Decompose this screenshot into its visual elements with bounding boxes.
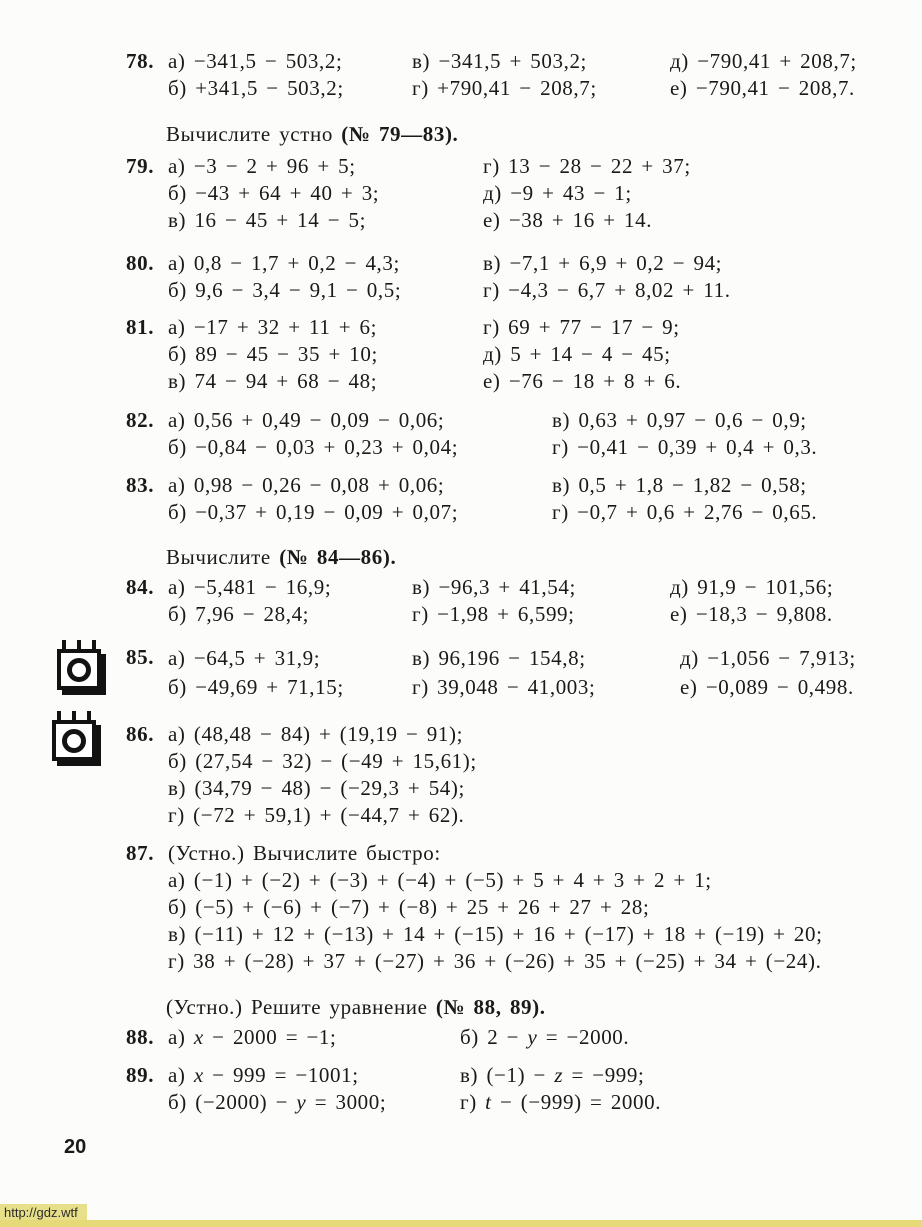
bottom-yellow-strip: [0, 1220, 922, 1227]
page-number: 20: [64, 1136, 87, 1158]
exercise-line: е) −76 − 18 + 8 + 6.: [483, 369, 682, 393]
exercise-line: а) −3 − 2 + 96 + 5;: [168, 154, 356, 178]
exercise-line: г) +790,41 − 208,7;: [412, 76, 597, 100]
column-2: [552, 472, 817, 526]
notepad-icon: [52, 720, 96, 761]
equation-line: [460, 1062, 661, 1089]
exercise-line: д) −790,41 + 208,7;: [670, 49, 857, 73]
column-2: [412, 48, 597, 102]
problem-number: 81.: [126, 315, 155, 339]
item-label: а): [168, 1063, 194, 1087]
section-heading: [166, 994, 546, 1021]
equation-variable: y: [527, 1025, 538, 1049]
notepad-icon: [57, 649, 101, 690]
column-1: [168, 1024, 336, 1051]
exercise-line: б) −43 + 64 + 40 + 3;: [168, 181, 380, 205]
problem-intro: (Устно.) Вычислите быстро:: [168, 841, 441, 865]
equation-line: [168, 1062, 386, 1089]
equation-pre: (−2000) −: [195, 1090, 297, 1114]
column-1: [168, 153, 379, 234]
column-2: [412, 644, 595, 702]
equation-variable: y: [296, 1090, 307, 1114]
exercise-line: в) 74 − 94 + 68 − 48;: [168, 369, 378, 393]
exercise-line: д) −1,056 − 7,913;: [680, 646, 856, 670]
exercise-line: г) −1,98 + 6,599;: [412, 602, 575, 626]
column-3: [670, 574, 833, 628]
exercise-line: а) −341,5 − 503,2;: [168, 49, 343, 73]
exercise-line: г) −0,7 + 0,6 + 2,76 − 0,65.: [552, 500, 818, 524]
item-label: б): [168, 1090, 196, 1114]
problem-number: 83.: [126, 473, 155, 497]
section-heading: [166, 544, 396, 571]
equation-rest: − 2000 = −1;: [203, 1025, 337, 1049]
exercise-line: б) (−5) + (−6) + (−7) + (−8) + 25 + 26 + 27 + 28;: [168, 895, 650, 919]
exercise-line: б) +341,5 − 503,2;: [168, 76, 344, 100]
heading-text: Вычислите: [166, 545, 280, 569]
problem-number: 82.: [126, 408, 155, 432]
heading-range: (№ 79—83).: [341, 122, 459, 146]
column-1: [168, 1062, 386, 1116]
exercise-line: в) −96,3 + 41,54;: [412, 575, 576, 599]
heading-text: Вычислите устно: [166, 122, 342, 146]
column-3: [680, 644, 856, 702]
problem-number: 89.: [126, 1063, 155, 1087]
column-1: [168, 472, 458, 526]
equation-pre: 2 −: [487, 1025, 528, 1049]
column-1: [168, 574, 331, 628]
problem-number: 84.: [126, 575, 155, 599]
column-2: [460, 1062, 661, 1116]
exercise-line: в) 16 − 45 + 14 − 5;: [168, 208, 367, 232]
problem-number: 78.: [126, 49, 155, 73]
item-label: б): [460, 1025, 488, 1049]
item-label: г): [460, 1090, 486, 1114]
exercise-line: а) 0,98 − 0,26 − 0,08 + 0,06;: [168, 473, 445, 497]
equation-line: [168, 1024, 336, 1051]
exercise-line: г) (−72 + 59,1) + (−44,7 + 62).: [168, 803, 465, 827]
column-2: [483, 250, 731, 304]
heading-range: (№ 84—86).: [279, 545, 397, 569]
heading-text: (Устно.) Решите уравнение: [166, 995, 436, 1019]
exercise-line: б) −49,69 + 71,15;: [168, 675, 344, 699]
exercise-line: г) 69 + 77 − 17 − 9;: [483, 315, 680, 339]
exercise-line: е) −18,3 − 9,808.: [670, 602, 833, 626]
exercise-line: д) 91,9 − 101,56;: [670, 575, 834, 599]
problem-number: 86.: [126, 722, 155, 746]
equation-line: [460, 1089, 661, 1116]
equation-rest: − (−999) = 2000.: [491, 1090, 662, 1114]
exercise-line: е) −0,089 − 0,498.: [680, 675, 854, 699]
exercise-line: б) 89 − 45 − 35 + 10;: [168, 342, 378, 366]
exercise-line: е) −790,41 − 208,7.: [670, 76, 855, 100]
exercise-line: б) (27,54 − 32) − (−49 + 15,61);: [168, 749, 477, 773]
exercise-line: д) −9 + 43 − 1;: [483, 181, 632, 205]
problem-number: 85.: [126, 645, 155, 669]
exercise-line: в) 0,5 + 1,8 − 1,82 − 0,58;: [552, 473, 807, 497]
equation-variable: z: [554, 1063, 564, 1087]
column-1: [168, 407, 458, 461]
exercise-line: г) 38 + (−28) + 37 + (−27) + 36 + (−26) + 35 + (−25) + 34 + (−24).: [168, 949, 822, 973]
watermark-url[interactable]: http://gdz.wtf: [0, 1204, 87, 1222]
equation-rest: = 3000;: [306, 1090, 387, 1114]
problem-number: 87.: [126, 841, 155, 865]
column-2: [412, 574, 576, 628]
exercise-line: г) 39,048 − 41,003;: [412, 675, 596, 699]
item-label: а): [168, 1025, 194, 1049]
column-1: [168, 314, 378, 395]
exercise-line: а) (48,48 − 84) + (19,19 − 91);: [168, 722, 464, 746]
equation-variable: x: [193, 1063, 204, 1087]
problem-number: 79.: [126, 154, 155, 178]
column-1: [168, 250, 401, 304]
problem-number: 88.: [126, 1025, 155, 1049]
equation-rest: = −2000.: [537, 1025, 630, 1049]
section-heading: [166, 121, 458, 148]
exercise-line: в) 0,63 + 0,97 − 0,6 − 0,9;: [552, 408, 807, 432]
exercise-line: б) −0,84 − 0,03 + 0,23 + 0,04;: [168, 435, 459, 459]
exercise-line: а) −17 + 32 + 11 + 6;: [168, 315, 378, 339]
column-3: [670, 48, 857, 102]
exercise-line: б) −0,37 + 0,19 − 0,09 + 0,07;: [168, 500, 459, 524]
exercise-line: б) 7,96 − 28,4;: [168, 602, 310, 626]
equation-line: [460, 1024, 629, 1051]
exercise-line: г) −4,3 − 6,7 + 8,02 + 11.: [483, 278, 731, 302]
column-1: [168, 721, 477, 829]
equation-rest: = −999;: [563, 1063, 645, 1087]
exercise-line: в) (−11) + 12 + (−13) + 14 + (−15) + 16 + (−17) + 18 + (−19) + 20;: [168, 922, 823, 946]
exercise-line: а) −5,481 − 16,9;: [168, 575, 332, 599]
exercise-line: е) −38 + 16 + 14.: [483, 208, 653, 232]
column-2: [552, 407, 817, 461]
problem-number: 80.: [126, 251, 155, 275]
exercise-line: в) (34,79 − 48) − (−29,3 + 54);: [168, 776, 465, 800]
item-label: в): [460, 1063, 487, 1087]
column-2: [483, 153, 691, 234]
heading-range: (№ 88, 89).: [435, 995, 546, 1019]
exercise-line: г) −0,41 − 0,39 + 0,4 + 0,3.: [552, 435, 818, 459]
column-2: [483, 314, 681, 395]
equation-variable: t: [485, 1090, 492, 1114]
column-2: [460, 1024, 629, 1051]
exercise-line: в) 96,196 − 154,8;: [412, 646, 586, 670]
exercise-line: а) (−1) + (−2) + (−3) + (−4) + (−5) + 5 + 4 + 3 + 2 + 1;: [168, 868, 712, 892]
exercise-line: в) −341,5 + 503,2;: [412, 49, 587, 73]
exercise-line: а) −64,5 + 31,9;: [168, 646, 321, 670]
equation-rest: − 999 = −1001;: [203, 1063, 359, 1087]
column-1: [168, 644, 344, 702]
column-1: [168, 840, 823, 975]
column-1: [168, 48, 344, 102]
exercise-line: а) 0,56 + 0,49 − 0,09 − 0,06;: [168, 408, 445, 432]
exercise-line: г) 13 − 28 − 22 + 37;: [483, 154, 691, 178]
equation-pre: (−1) −: [486, 1063, 555, 1087]
exercise-line: д) 5 + 14 − 4 − 45;: [483, 342, 671, 366]
exercise-line: в) −7,1 + 6,9 + 0,2 − 94;: [483, 251, 723, 275]
equation-variable: x: [193, 1025, 204, 1049]
equation-line: [168, 1089, 386, 1116]
exercise-line: б) 9,6 − 3,4 − 9,1 − 0,5;: [168, 278, 402, 302]
exercise-line: а) 0,8 − 1,7 + 0,2 − 4,3;: [168, 251, 400, 275]
